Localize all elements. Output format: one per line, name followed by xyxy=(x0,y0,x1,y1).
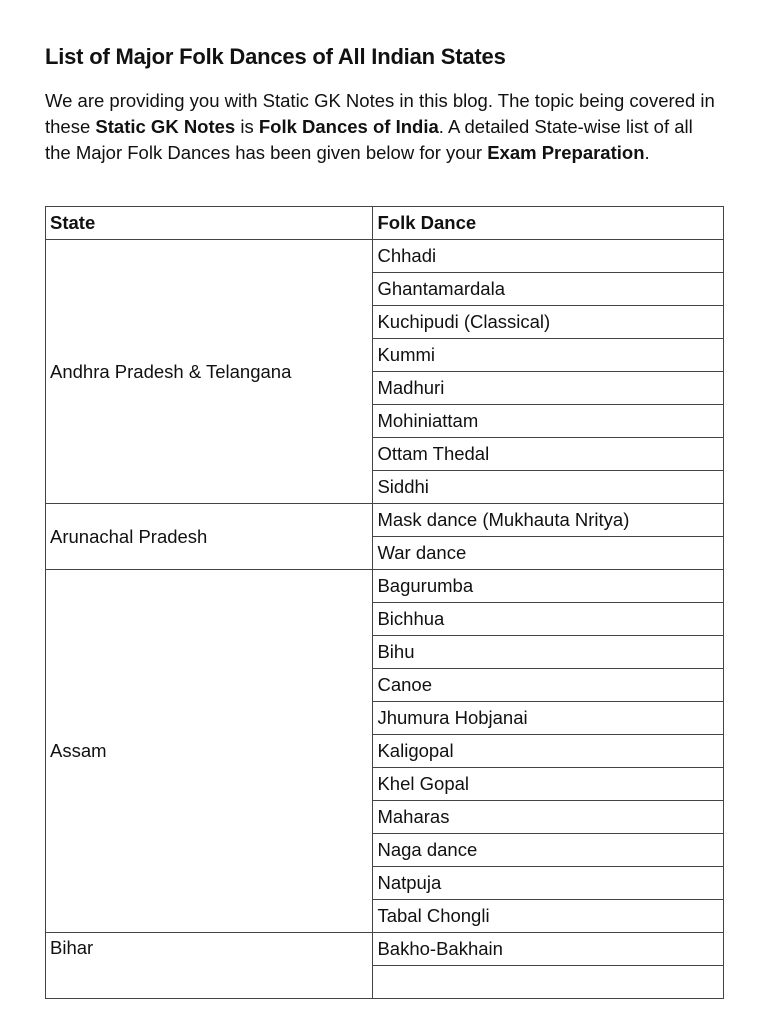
folk-dance-cell xyxy=(373,966,724,999)
table-row xyxy=(46,933,724,966)
folk-dance-cell: Ghantamardala xyxy=(373,273,724,306)
folk-dance-cell: Canoe xyxy=(373,669,724,702)
folk-dance-cell: Natpuja xyxy=(373,867,724,900)
folk-dance-cell: Bihu xyxy=(373,636,724,669)
table-body xyxy=(46,240,724,999)
folk-dance-cell: Ottam Thedal xyxy=(373,438,724,471)
folk-dance-cell: Tabal Chongli xyxy=(373,900,724,933)
table-row xyxy=(46,240,724,273)
state-cell: Arunachal Pradesh xyxy=(46,504,373,570)
folk-dance-cell: War dance xyxy=(373,537,724,570)
folk-dance-cell: Bakho-Bakhain xyxy=(373,933,724,966)
folk-dance-cell: Mohiniattam xyxy=(373,405,724,438)
folk-dance-cell: Madhuri xyxy=(373,372,724,405)
folk-dance-cell: Mask dance (Mukhauta Nritya) xyxy=(373,504,724,537)
folk-dance-cell: Bagurumba xyxy=(373,570,724,603)
intro-text-3: . A detailed State-wise list of all the Major Folk Dances has been given below for your xyxy=(45,116,693,163)
folk-dance-cell: Maharas xyxy=(373,801,724,834)
folk-dance-cell: Kaligopal xyxy=(373,735,724,768)
header-state: State xyxy=(46,207,373,240)
state-cell: Assam xyxy=(46,570,373,933)
intro-paragraph xyxy=(45,88,717,166)
folk-dance-cell: Jhumura Hobjanai xyxy=(373,702,724,735)
header-folk-dance: Folk Dance xyxy=(373,207,724,240)
table-row xyxy=(46,504,724,537)
state-cell: Andhra Pradesh & Telangana xyxy=(46,240,373,504)
intro-text-4: . xyxy=(644,142,650,163)
page-title: List of Major Folk Dances of All Indian States xyxy=(45,44,506,69)
intro-text-1: We are providing you with Static GK Notes in this blog. The topic being covered in these xyxy=(45,90,715,137)
table-header-row xyxy=(46,207,724,240)
folk-dance-cell: Kummi xyxy=(373,339,724,372)
folk-dance-cell: Kuchipudi (Classical) xyxy=(373,306,724,339)
table-row xyxy=(46,570,724,603)
folk-dance-cell: Bichhua xyxy=(373,603,724,636)
state-cell: Bihar xyxy=(46,933,373,999)
folk-dance-table xyxy=(45,206,724,999)
intro-bold-exam-prep: Exam Preparation xyxy=(487,142,645,163)
intro-bold-static-gk: Static GK Notes xyxy=(95,116,236,137)
intro-bold-folk-dances: Folk Dances of India xyxy=(258,116,439,137)
folk-dance-cell: Naga dance xyxy=(373,834,724,867)
folk-dance-cell: Chhadi xyxy=(373,240,724,273)
folk-dance-cell: Khel Gopal xyxy=(373,768,724,801)
intro-text-2: is xyxy=(235,116,259,137)
article xyxy=(45,42,725,959)
folk-dance-cell: Siddhi xyxy=(373,471,724,504)
